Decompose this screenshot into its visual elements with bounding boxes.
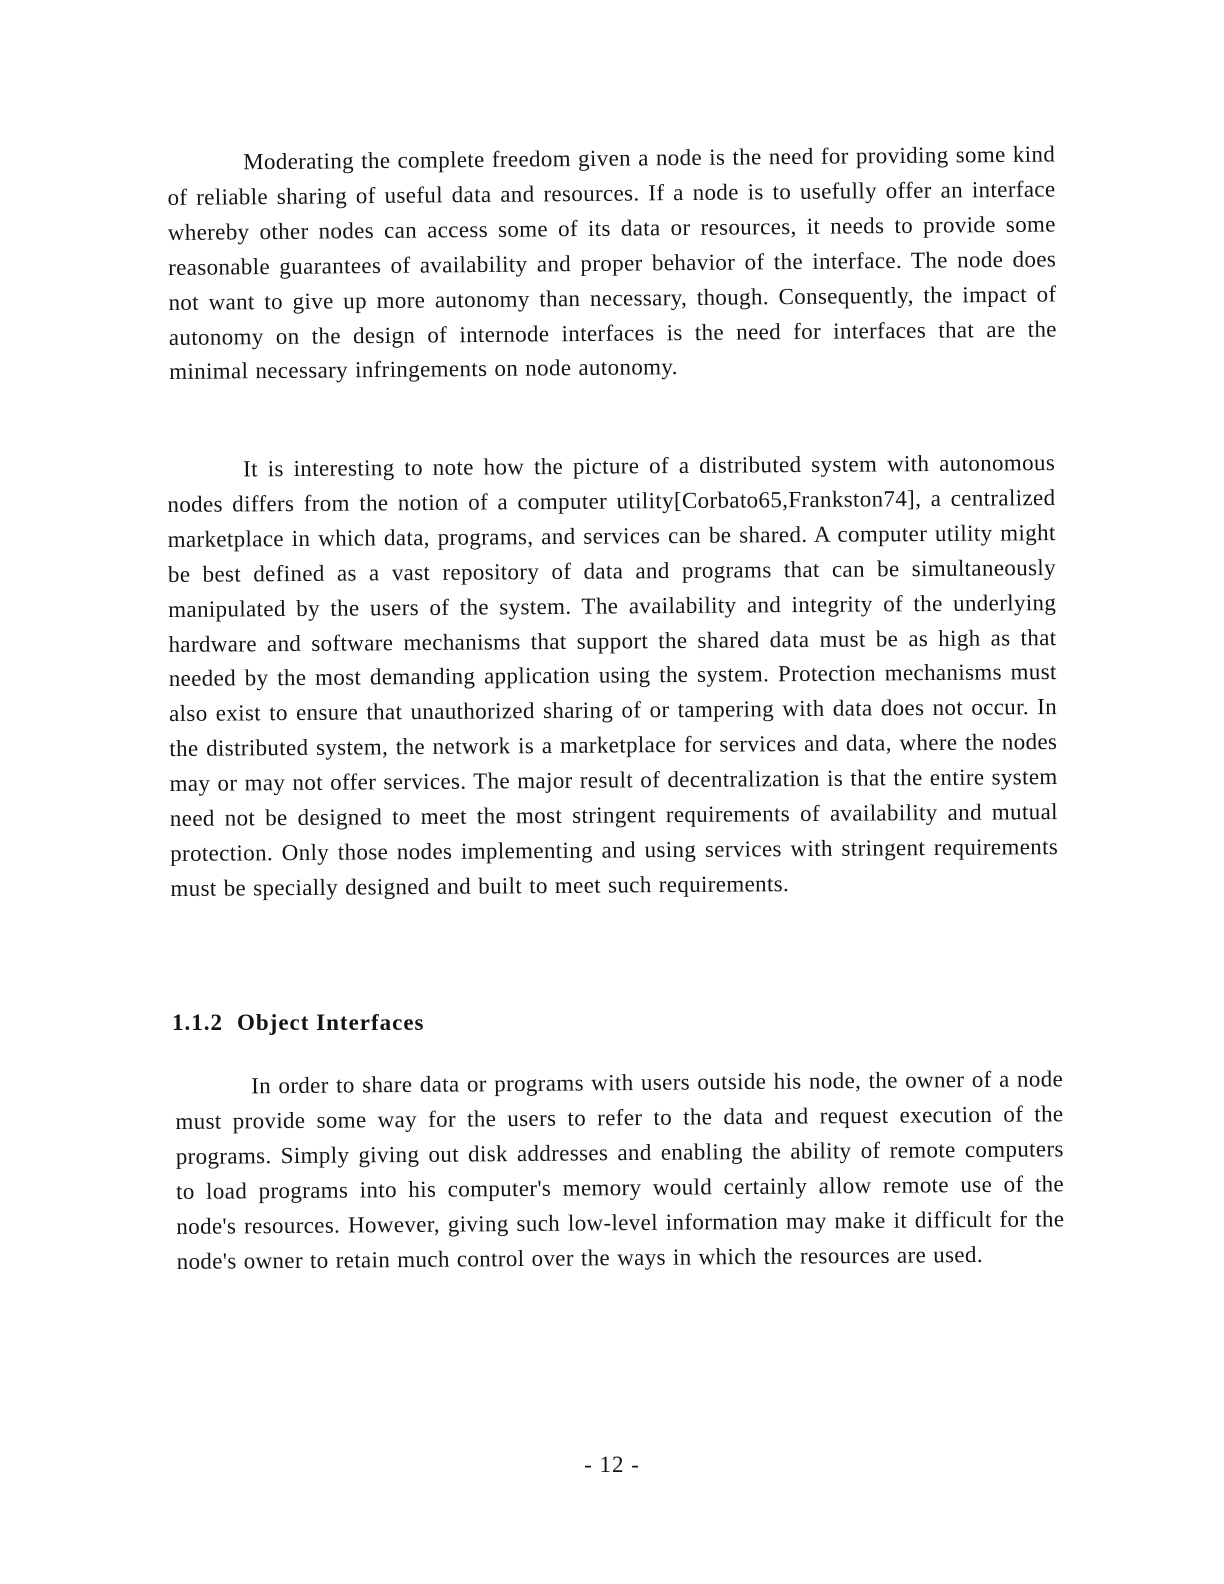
section-number: 1.1.2 xyxy=(172,1010,223,1035)
section-paragraph: In order to share data or programs with users outside his node, the owner of a node must provide some way for the users to refer to the data and request execution of the programs. Simply giving out disk addresses and enabling the ability of remote computers to load programs into his computer's memory would certainly allow remote use of the node's resources. However, giving such low-level information may make it difficult for the node's owner to retain much control over the ways in which the resources are used. xyxy=(175,1066,1065,1274)
page-number: - 12 - xyxy=(584,1452,640,1477)
body-paragraph: It is interesting to note how the picture of a distributed system with autonomous nodes differs from the notion of a computer utility[Corbato65,Frankston74], a centralized marketplace in which data, programs, and services can be shared. A computer utility might be best defined as a vast repository of data and programs that can be simultaneously manipulated by the users of the system. The availability and integrity of the underlying hardware and software mechanisms that support the shared data must be as high as that needed by the most demanding application using the system. Protection mechanisms must also exist to ensure that unauthorized sharing of or tampering with data does not occur. In the distributed system, the network is a marketplace for services and data, where the nodes may or may not offer services. The major result of decentralization is that the entire system need not be designed to meet the most stringent requirements of availability and mutual protection. Only those nodes implementing and using services with stringent requirements must be specially designed and built to meet such requirements. xyxy=(167,450,1059,901)
section-heading xyxy=(172,1010,425,1036)
body-paragraph: Moderating the complete freedom given a node is the need for providing some kind of reliable sharing of useful data and resources. If a node is to usefully offer an interface whereby other nodes can access some of its data or resources, it needs to provide some reasonable guarantees of availability and proper behavior of the interface. The node does not want to give up more autonomy than necessary, though. Consequently, the impact of autonomy on the design of internode interfaces is the need for interfaces that are the minimal necessary infringements on node autonomy. xyxy=(167,141,1057,385)
section-title: Object Interfaces xyxy=(237,1010,425,1035)
